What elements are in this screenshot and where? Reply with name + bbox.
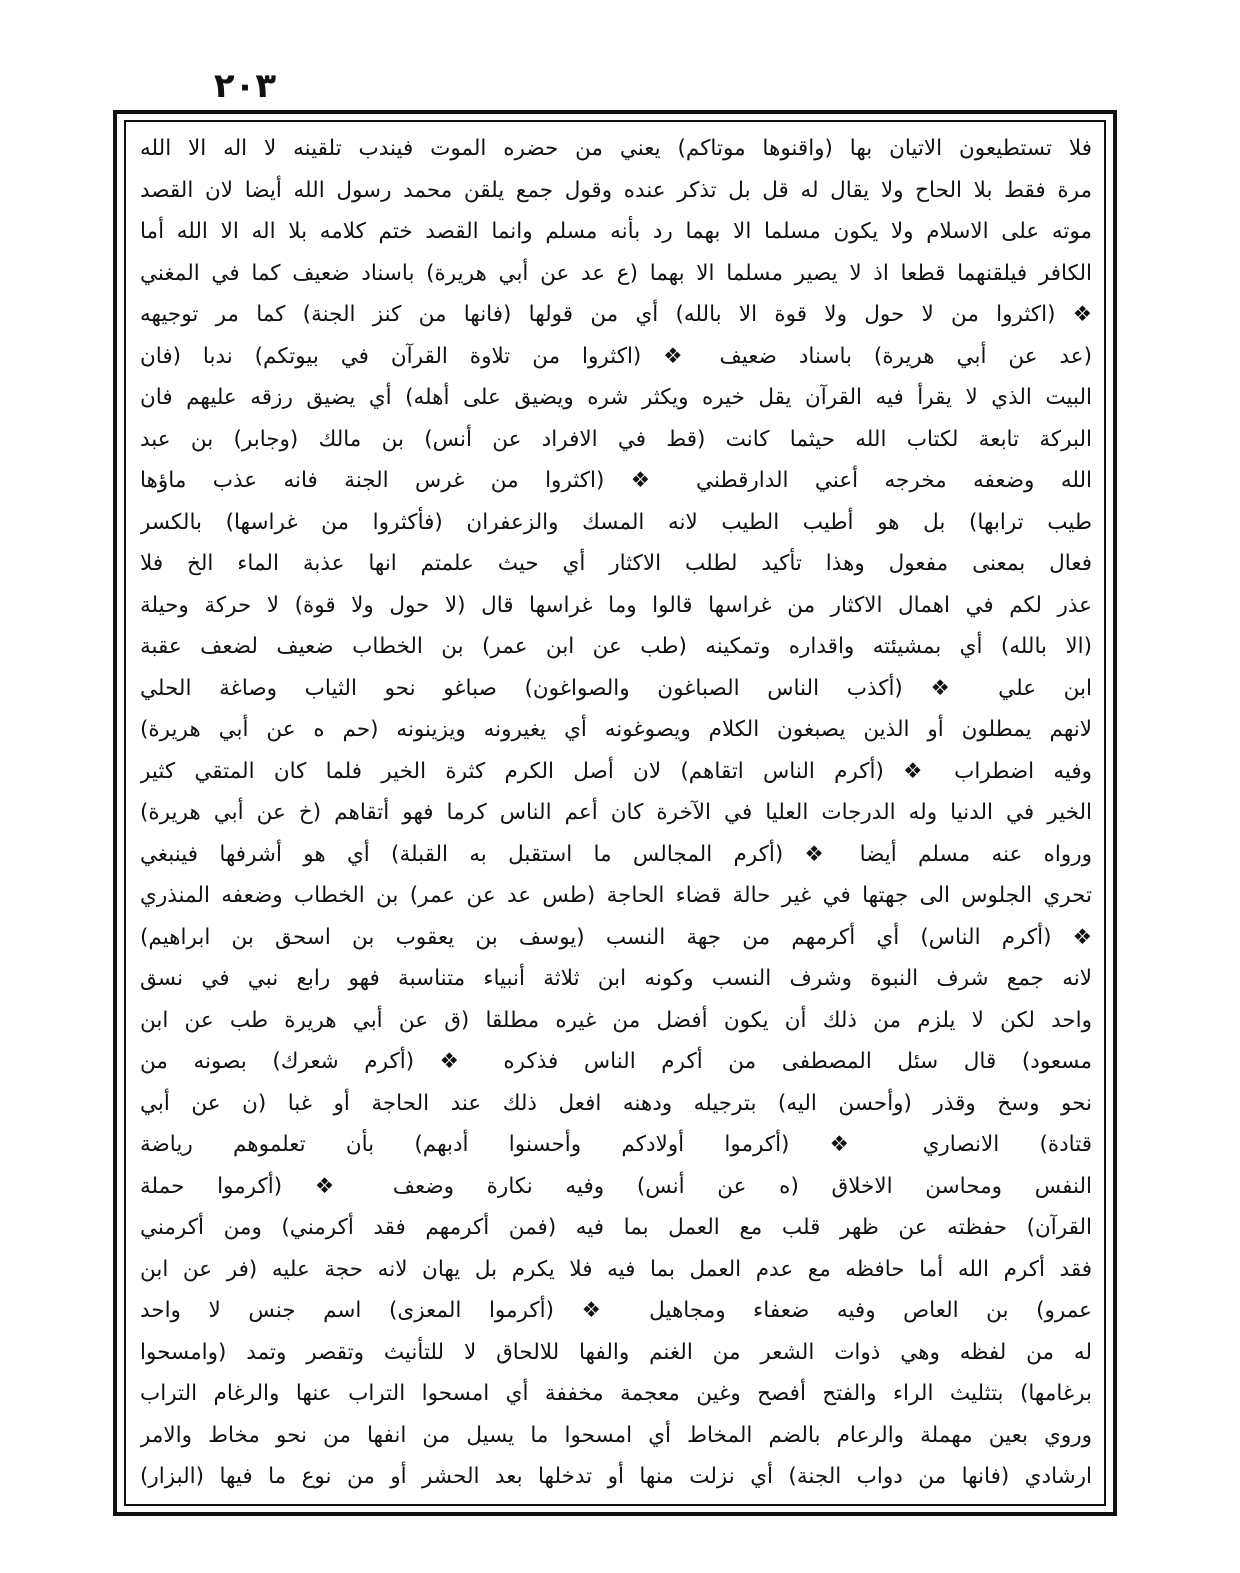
page-number: ٢٠٣: [213, 66, 277, 106]
text-line: لانهم يمطلون أو الذين يصبغون الكلام ويصوغونه أي يغيرونه ويزينونه (حم ه عن أبي هريرة): [140, 717, 1092, 742]
text-line: موته على الاسلام ولا يكون مسلما الا بهما رد بأنه مسلم وانما القصد ختم كلامه بلا اله الا الله أما: [140, 219, 1092, 244]
text-line: نحو وسخ وقذر (وأحسن اليه) بترجيله ودهنه افعل ذلك عند الحاجة أو غبا (ن عن أبي: [140, 1090, 1092, 1116]
text-line: ورواه عنه مسلم أيضا ❖ (أكرم المجالس ما استقبل به القبلة) أي هو أشرفها فينبغي: [140, 841, 1092, 867]
text-line: قتادة) الانصاري ❖ (أكرموا أولادكم وأحسنوا أدبهم) بأن تعلموهم رياضة: [140, 1132, 1092, 1157]
text-line: فلا تستطيعون الاتيان بها (واقنوها موتاكم) يعني من حضره الموت فيندب تلقينه لا اله الا الله: [140, 136, 1092, 161]
text-line: طيب ترابها) بل هو أطيب الطيب لانه المسك والزعفران (فأكثروا من غراسها) بالكسر: [140, 509, 1092, 535]
text-line: القرآن) حفظته عن ظهر قلب مع العمل بما فيه (فمن أكرمهم فقد أكرمني) ومن أكرمني: [140, 1215, 1092, 1240]
text-line: (الا بالله) أي بمشيئته واقداره وتمكينه (طب عن ابن عمر) بن الخطاب ضعيف لضعف عقبة: [140, 634, 1092, 659]
text-line: البركة تابعة لكتاب الله حيثما كانت (قط في الافراد عن أنس) بن مالك (وجابر) بن عبد: [140, 426, 1092, 452]
text-line: ❖ (اكثروا من لا حول ولا قوة الا بالله) أي من قولها (فانها من كنز الجنة) كما مر توجيهه: [140, 302, 1092, 327]
text-line: الله وضعفه مخرجه أعني الدارقطني ❖ (اكثروا من غرس الجنة فانه عذب ماؤها: [140, 468, 1092, 493]
text-line: مرة فقط بلا الحاح ولا يقال له قل بل تذكر عنده وقول جمع يلقن محمد رسول الله أيضا لان القصد: [140, 177, 1092, 203]
text-line: تحري الجلوس الى جهتها في غير حالة قضاء الحاجة (طس عد عن عمر) بن الخطاب وضعفه المنذري: [140, 883, 1092, 908]
text-line: وفيه اضطراب ❖ (أكرم الناس اتقاهم) لان أصل الكرم كثرة الخير فلما كان المتقي كثير: [140, 758, 1092, 784]
text-line: برغامها) بتثليث الراء والفتح أفصح وغين معجمة مخففة أي امسحوا التراب عنها والرغام التراب: [140, 1381, 1092, 1406]
text-line: ❖ (أكرم الناس) أي أكرمهم من جهة النسب (يوسف بن يعقوب بن اسحق بن ابراهيم): [140, 924, 1092, 950]
commentary-text: [140, 128, 1092, 1498]
text-line: وروي بعين مهملة والرعام بالضم المخاط أي امسحوا ما يسيل من انفها من نحو مخاط والامر: [140, 1422, 1092, 1448]
text-line: البيت الذي لا يقرأ فيه القرآن يقل خيره ويكثر شره ويضيق على أهله) أي يضيق رزقه عليهم فان: [140, 385, 1092, 410]
text-line: عذر لكم في اهمال الاكثار من غراسها قالوا وما غراسها قال (لا حول ولا قوة) لا حركة وحيلة: [140, 592, 1092, 618]
text-line: الكافر فيلقنهما قطعا اذ لا يصير مسلما الا بهما (ع عد عن أبي هريرة) باسناد ضعيف كما في المغني: [140, 260, 1092, 286]
text-line: عمرو) بن العاص وفيه ضعفاء ومجاهيل ❖ (أكرموا المعزى) اسم جنس لا واحد: [140, 1298, 1092, 1323]
text-line: النفس ومحاسن الاخلاق (ه عن أنس) وفيه نكارة وضعف ❖ (أكرموا حملة: [140, 1173, 1092, 1199]
text-line: مسعود) قال سئل المصطفى من أكرم الناس فذكره ❖ (أكرم شعرك) بصونه من: [140, 1049, 1092, 1074]
text-line: فقد أكرم الله أما حافظه مع عدم العمل بما فيه فلا يكرم بل يهان لانه حجة عليه (فر عن ابن: [140, 1256, 1092, 1282]
text-line: واحد لكن لا يلزم من ذلك أن يكون أفضل من غيره مطلقا (ق عن أبي هريرة طب عن ابن: [140, 1007, 1092, 1033]
text-line: ارشادي (فانها من دواب الجنة) أي نزلت منها أو تدخلها بعد الحشر أو من نوع ما فيها (البزار): [140, 1464, 1092, 1489]
text-line: ابن علي ❖ (أكذب الناس الصباغون والصواغون) صباغو نحو الثياب وصاغة الحلي: [140, 675, 1092, 701]
text-line: (عد عن أبي هريرة) باسناد ضعيف ❖ (اكثروا من تلاوة القرآن في بيوتكم) ندبا (فان: [140, 343, 1092, 369]
text-line: لانه جمع شرف النبوة وشرف النسب وكونه ابن ثلاثة أنبياء متناسبة فهو رابع نبي في نسق: [140, 966, 1092, 991]
text-line: الخير في الدنيا وله الدرجات العليا في الآخرة كان أعم الناس كرما فهو أتقاهم (خ عن أبي هريرة): [140, 800, 1092, 825]
text-line: له من لفظه وهي ذوات الشعر من الغنم والفها للالحاق لا للتأنيث وتقصر وتمد (وامسحوا: [140, 1339, 1092, 1365]
text-line: فعال بمعنى مفعول وهذا تأكيد لطلب الاكثار أي حيث علمتم انها عذبة الماء الخ فلا: [140, 551, 1092, 576]
